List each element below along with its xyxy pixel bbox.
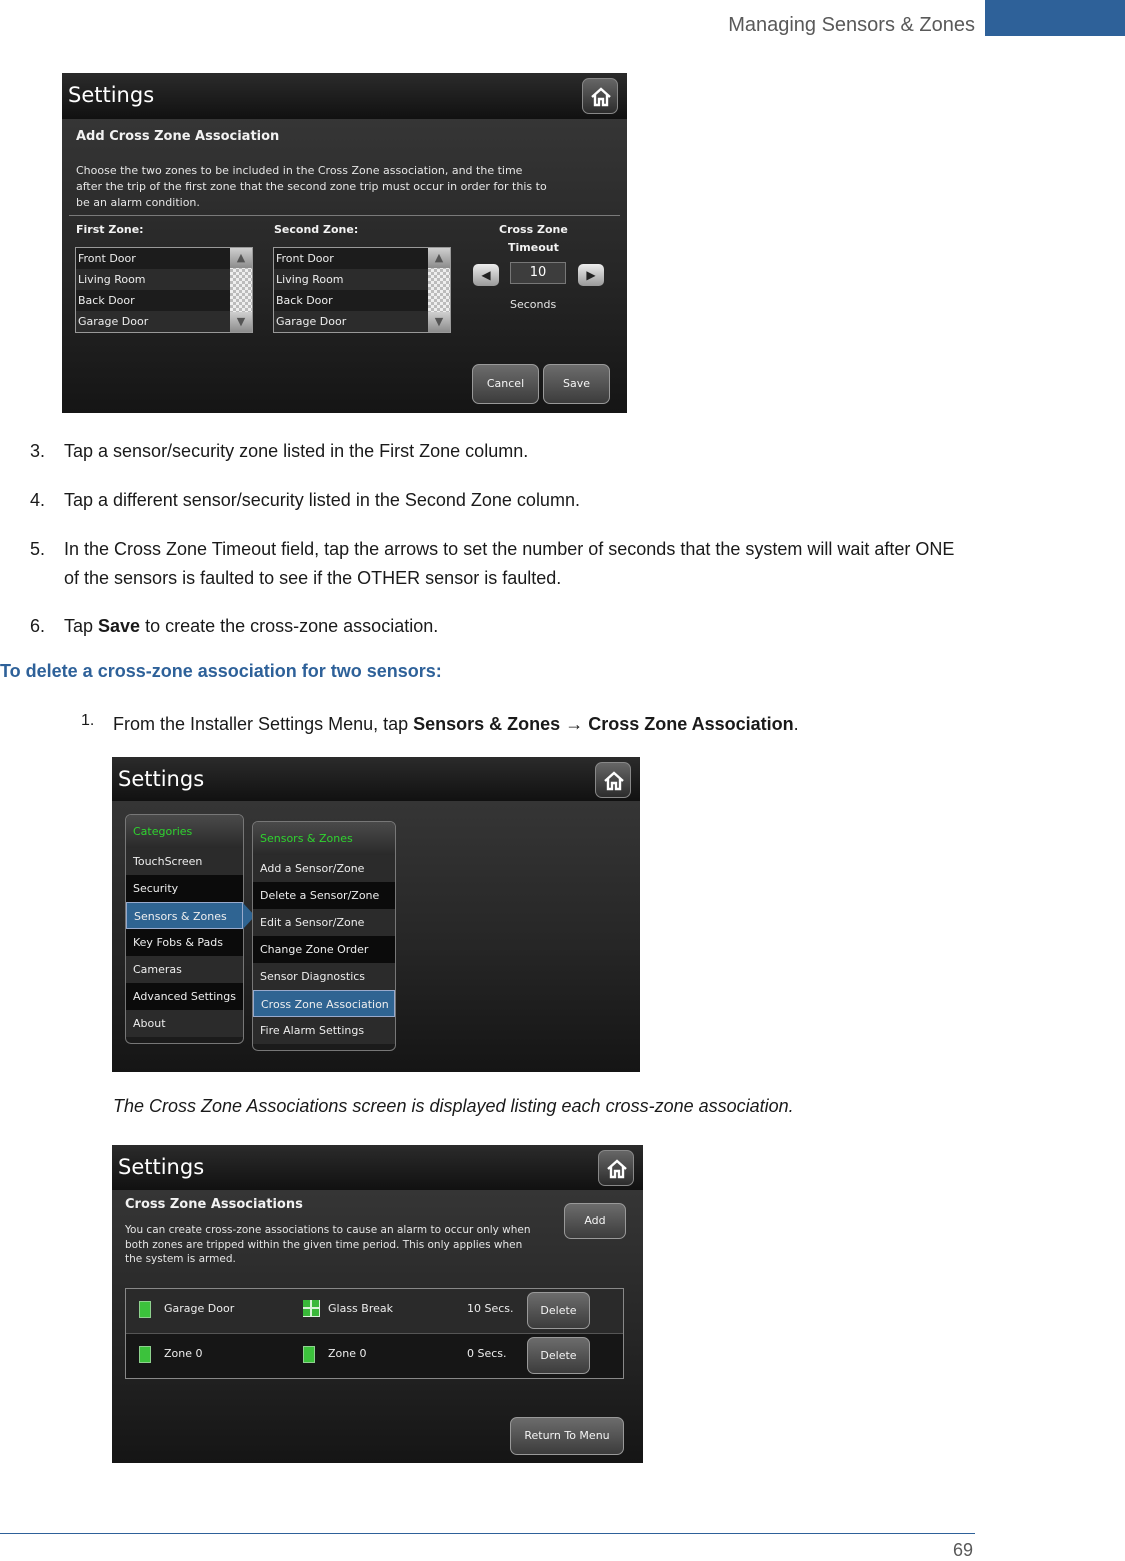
scroll-up-icon[interactable]: ▲: [230, 248, 252, 268]
category-advanced-settings[interactable]: Advanced Settings: [126, 983, 243, 1010]
categories-panel: [125, 814, 244, 1044]
step-number: 3.: [30, 441, 46, 461]
sensor-icon: [303, 1346, 315, 1363]
delete-button[interactable]: Delete: [527, 1337, 590, 1374]
titlebar: [112, 757, 640, 801]
step-number: 6.: [30, 616, 46, 636]
cancel-button[interactable]: Cancel: [472, 364, 539, 404]
zone2-name: Zone 0: [328, 1347, 367, 1360]
menu-delete-sensor[interactable]: Delete a Sensor/Zone: [253, 882, 395, 909]
add-button[interactable]: Add: [564, 1203, 626, 1239]
sensors-zones-panel: [252, 821, 396, 1051]
glass-break-icon: [303, 1300, 320, 1317]
category-key-fobs[interactable]: Key Fobs & Pads: [126, 929, 243, 956]
zone2-name: Glass Break: [328, 1302, 393, 1315]
step-text: From the Installer Settings Menu, tap Sensors & Zones → Cross Zone Association.: [113, 714, 799, 734]
timeout-value: 10 Secs.: [467, 1302, 514, 1315]
list-item[interactable]: Back Door: [76, 290, 230, 311]
timeout-value: 0 Secs.: [467, 1347, 507, 1360]
sensor-icon: [139, 1346, 151, 1363]
screen-title: Settings: [118, 1155, 205, 1179]
titlebar: [112, 1145, 643, 1190]
home-button[interactable]: [598, 1150, 634, 1186]
scroll-up-icon[interactable]: ▲: [428, 248, 450, 268]
section-heading: Add Cross Zone Association: [76, 129, 280, 144]
panel-heading: Categories: [126, 815, 243, 848]
save-button[interactable]: Save: [543, 364, 610, 404]
delete-button[interactable]: Delete: [527, 1292, 590, 1329]
caption: The Cross Zone Associations screen is displayed listing each cross-zone association.: [113, 1096, 794, 1116]
list-item[interactable]: Garage Door: [274, 311, 428, 332]
scroll-down-icon[interactable]: ▼: [230, 312, 252, 332]
return-to-menu-button[interactable]: Return To Menu: [510, 1417, 624, 1455]
titlebar: [62, 73, 627, 119]
list-item[interactable]: Back Door: [274, 290, 428, 311]
step-text: Tap a different sensor/security listed in the Second Zone column.: [64, 490, 580, 510]
list-item[interactable]: Front Door: [274, 248, 428, 269]
panel-heading: Sensors & Zones: [253, 822, 395, 855]
menu-add-sensor[interactable]: Add a Sensor/Zone: [253, 855, 395, 882]
screen-title: Settings: [68, 83, 155, 107]
zone1-name: Zone 0: [164, 1347, 203, 1360]
menu-edit-sensor[interactable]: Edit a Sensor/Zone: [253, 909, 395, 936]
header-accent-bar: [985, 0, 1125, 36]
home-button[interactable]: [582, 78, 618, 114]
footer-rule: [0, 1533, 975, 1534]
decrease-timeout-button[interactable]: [473, 264, 499, 286]
first-zone-label: First Zone:: [76, 223, 144, 236]
step-text: Tap a sensor/security zone listed in the First Zone column.: [64, 441, 529, 461]
list-item[interactable]: Living Room: [274, 269, 428, 290]
menu-cross-zone-association[interactable]: Cross Zone Association: [253, 990, 395, 1017]
increase-timeout-button[interactable]: [578, 264, 604, 286]
scrollbar[interactable]: [428, 248, 450, 332]
screenshot-add-cross-zone: [62, 73, 627, 413]
description: You can create cross-zone associations to cause an alarm to occur only when both zones are tripped within the given time period. This only applies when the system is armed.: [125, 1224, 531, 1265]
sensor-icon: [139, 1301, 151, 1318]
home-icon: [605, 1157, 629, 1181]
section-heading: Cross Zone Associations: [125, 1197, 303, 1212]
category-touchscreen[interactable]: TouchScreen: [126, 848, 243, 875]
timeout-label-line1: Cross Zone: [499, 223, 568, 236]
screen-title: Settings: [118, 767, 205, 791]
arrow-right-icon: →: [565, 714, 584, 734]
timeout-value-field[interactable]: 10: [510, 262, 566, 284]
zone1-name: Garage Door: [164, 1302, 235, 1315]
description: Choose the two zones to be included in the Cross Zone association, and the time after the trip of the first zone that the second zone trip must occur in order for this to be an alarm condition.: [76, 164, 547, 209]
list-item[interactable]: Living Room: [76, 269, 230, 290]
delete-procedure-heading: To delete a cross-zone association for two sensors:: [0, 661, 442, 681]
step-number: 4.: [30, 490, 46, 510]
associations-table: [125, 1288, 624, 1379]
step-number: 1.: [81, 712, 95, 729]
home-icon: [602, 769, 626, 793]
category-sensors-zones[interactable]: Sensors & Zones: [126, 902, 243, 929]
screenshot-cross-zone-associations: [112, 1145, 643, 1463]
list-item[interactable]: Garage Door: [76, 311, 230, 332]
table-row[interactable]: [126, 1334, 623, 1378]
menu-sensor-diagnostics[interactable]: Sensor Diagnostics: [253, 963, 395, 990]
chevron-left-icon: ◀: [481, 268, 491, 282]
screenshot-settings-menu: [112, 757, 640, 1072]
second-zone-list[interactable]: [273, 247, 451, 333]
step-text: Tap Save to create the cross-zone association.: [64, 616, 439, 636]
page-header-title: Managing Sensors & Zones: [728, 14, 975, 36]
divider: [69, 215, 620, 216]
home-button[interactable]: [595, 762, 631, 798]
category-security[interactable]: Security: [126, 875, 243, 902]
category-about[interactable]: About: [126, 1010, 243, 1037]
step-number: 5.: [30, 539, 46, 559]
list-item[interactable]: Front Door: [76, 248, 230, 269]
table-row[interactable]: [126, 1289, 623, 1334]
category-cameras[interactable]: Cameras: [126, 956, 243, 983]
home-icon: [589, 85, 613, 109]
step-text: In the Cross Zone Timeout field, tap the arrows to set the number of seconds that the system will wait after ONE of the sensors is faulted to see if the OTHER sensor is faulted.: [64, 539, 955, 588]
chevron-right-icon: ▶: [586, 268, 596, 282]
menu-fire-alarm-settings[interactable]: Fire Alarm Settings: [253, 1017, 395, 1044]
timeout-unit: Seconds: [510, 298, 557, 311]
second-zone-label: Second Zone:: [274, 223, 359, 236]
timeout-label-line2: Timeout: [508, 241, 559, 254]
scrollbar[interactable]: [230, 248, 252, 332]
scroll-down-icon[interactable]: ▼: [428, 312, 450, 332]
first-zone-list[interactable]: [75, 247, 253, 333]
menu-change-zone-order[interactable]: Change Zone Order: [253, 936, 395, 963]
page-number: 69: [952, 1540, 973, 1560]
